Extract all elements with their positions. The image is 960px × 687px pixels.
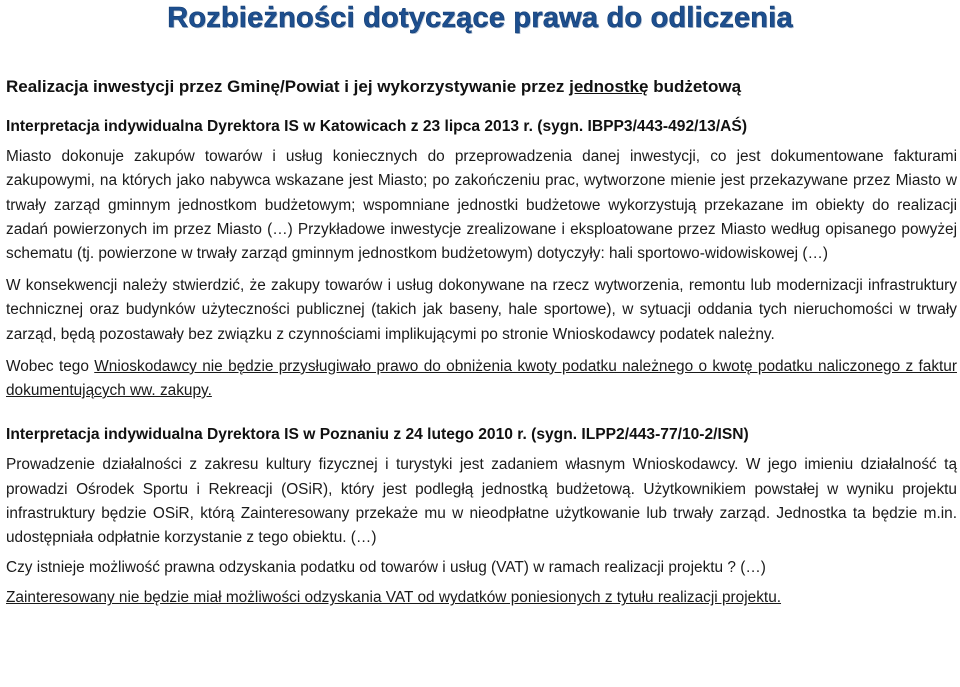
subtitle-text-start: Realizacja inwestycji przez Gminę/Powiat i jej wykorzystywanie przez	[6, 77, 570, 96]
interpretation-katowice-heading: Interpretacja indywidualna Dyrektora IS w Katowicach z 23 lipca 2013 r. (sygn. IBPP3/443-492/13/AŚ)	[6, 118, 748, 135]
katowice-ruling-lead: Wobec tego	[6, 357, 95, 375]
katowice-facts-paragraph: Miasto dokonuje zakupów towarów i usług koniecznych do przeprowadzenia danej inwestycji, co jest dokumentowane fakturami zakupowymi, na których jako nabywca wskazane jest Miasto; po zakończeniu prac, wytworzone mienie jest przekazywane przez Miasto w trwały zarząd gminnym jednostkom budżetowym; wspomniane jednostki budżetowe wykorzystują przekazane im obiekty do realizacji zadań powierzonych im przez Miasto (…) Przykładowe inwestycje zrealizowane i eksploatowane przez Miasto według opisanego powyżej schematu (tj. powierzone w trwały zarząd gminnym jednostkom budżetowym) dotyczyły: hali sportowo-widowiskowej (…)	[6, 148, 957, 263]
subtitle-underlined-word: jednostkę	[569, 77, 649, 96]
katowice-conclusion-paragraph: W konsekwencji należy stwierdzić, że zakupy towarów i usług dokonywane na rzecz wytworzenia, remontu lub modernizacji infrastruktury technicznej oraz budynków użyteczności publicznej (takich jak baseny, hale sportowe), w sytuacji oddania tych nieruchomości w trwały zarząd, będą pozostawały bez związku z czynnościami implikującymi po stronie Wnioskodawcy podatek należny.	[6, 277, 957, 343]
poznan-facts-paragraph: Prowadzenie działalności z zakresu kultury fizycznej i turystyki jest zadaniem własnym Wnioskodawcy. W jego imieniu działalność tą prowadzi Ośrodek Sportu i Rekreacji (OSiR), który jest podległą jednostką budżetową. Użytkownikiem powstałej w wyniku projektu infrastruktury będzie OSiR, którą Zainteresowany przekaże mu w nieodpłatne użytkowanie lub trwały zarząd. Jednostka ta będzie m.in. udostępniała odpłatnie korzystanie z tego obiektu. (…)	[6, 456, 957, 547]
page-title: Rozbieżności dotyczące prawa do odliczenia	[167, 2, 793, 34]
subtitle-text-end: budżetową	[648, 77, 742, 96]
poznan-question-paragraph: Czy istnieje możliwość prawna odzyskania podatku od towarów i usług (VAT) w ramach realizacji projektu ? (…)	[6, 559, 766, 577]
poznan-ruling-paragraph: Zainteresowany nie będzie miał możliwości odzyskania VAT od wydatków poniesionych z tytułu realizacji projektu.	[6, 589, 782, 607]
slide-subtitle	[6, 74, 957, 100]
interpretation-poznan-heading: Interpretacja indywidualna Dyrektora IS w Poznaniu z 24 lutego 2010 r. (sygn. ILPP2/443-77/10-2/ISN)	[6, 426, 749, 444]
katowice-ruling-underlined: Wnioskodawcy nie będzie przysługiwało prawo do obniżenia kwoty podatku należnego o kwotę podatku naliczonego z faktur dokumentujących ww. zakupy.	[6, 357, 957, 400]
katowice-ruling-paragraph	[6, 355, 957, 403]
slide-content	[6, 74, 957, 617]
